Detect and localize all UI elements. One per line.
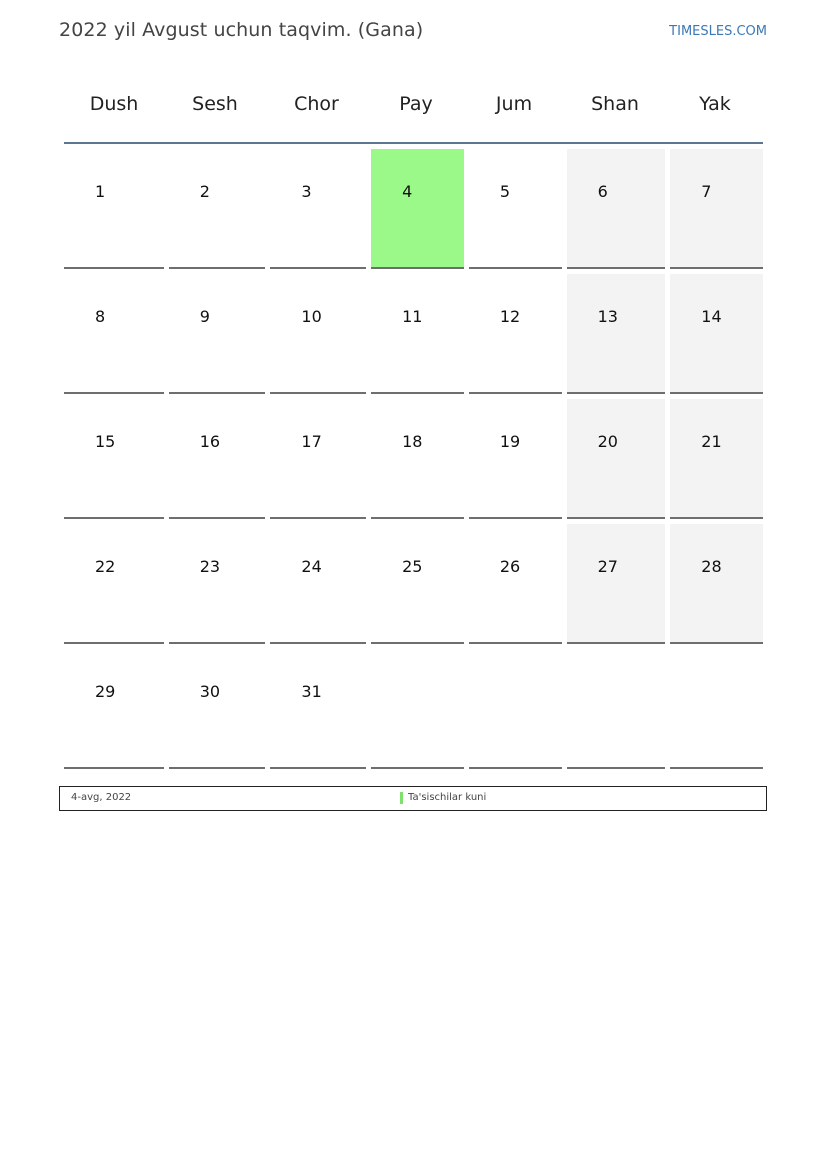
day-number: 13 [597,307,618,326]
day-cell[interactable] [567,399,666,519]
weekday-sat: Shan [591,93,639,115]
day-number: 6 [597,182,608,201]
day-cell[interactable] [64,649,164,769]
day-cell[interactable] [371,399,464,519]
empty-day-cell [567,649,666,769]
day-cell[interactable] [670,399,763,519]
weekday-wed: Chor [294,93,339,115]
day-number: 15 [95,432,116,451]
day-cell[interactable] [469,149,562,269]
weekday-fri: Jum [495,93,533,115]
weekday-sun: Yak [699,93,731,115]
calendar-grid [64,149,763,774]
weekday-thu: Pay [399,93,433,115]
empty-day-cell [371,649,464,769]
day-cell[interactable] [670,149,763,269]
holiday-name: Ta'sischilar kuni [408,792,487,803]
day-number: 27 [597,557,618,576]
day-number: 10 [301,307,322,326]
holiday-date: 4-avg, 2022 [71,792,132,803]
day-cell[interactable] [567,274,666,394]
holiday-day-cell[interactable] [371,149,464,269]
day-number: 25 [402,557,423,576]
day-cell[interactable] [169,399,266,519]
day-number: 4 [402,182,413,201]
day-number: 7 [701,182,712,201]
weekday-mon: Dush [89,93,139,115]
day-number: 9 [199,307,210,326]
day-number: 28 [701,557,722,576]
day-number: 19 [499,432,521,451]
day-cell[interactable] [670,524,763,644]
day-number: 5 [499,182,511,201]
day-number: 20 [597,432,618,451]
day-cell[interactable] [469,274,562,394]
day-number: 24 [301,557,322,576]
day-number: 8 [95,307,106,326]
day-number: 12 [499,307,521,326]
site-link[interactable]: TIMESLES.COM [669,24,767,39]
day-cell[interactable] [64,149,164,269]
day-cell[interactable] [670,274,763,394]
day-cell[interactable] [371,274,464,394]
day-cell[interactable] [169,149,266,269]
week-row [64,149,763,274]
holiday-legend [59,786,767,811]
empty-day-cell [670,649,763,769]
day-cell[interactable] [270,399,366,519]
day-number: 23 [199,557,221,576]
day-number: 18 [402,432,423,451]
day-number: 30 [199,682,221,701]
day-cell[interactable] [169,524,266,644]
day-number: 17 [301,432,322,451]
day-cell[interactable] [169,274,266,394]
day-cell[interactable] [64,524,164,644]
day-cell[interactable] [371,524,464,644]
day-number: 2 [199,182,210,201]
week-row [64,274,763,399]
weekday-tue: Sesh [192,93,238,115]
week-row [64,524,763,649]
day-cell[interactable] [64,399,164,519]
day-cell[interactable] [270,524,366,644]
day-number: 29 [95,682,116,701]
week-row [64,649,763,774]
week-row [64,399,763,524]
day-number: 14 [701,307,722,326]
day-number: 26 [499,557,521,576]
day-cell[interactable] [270,649,366,769]
day-cell[interactable] [270,149,366,269]
day-number: 16 [199,432,221,451]
day-cell[interactable] [567,524,666,644]
holiday-color-marker [400,792,403,804]
day-number: 31 [301,682,322,701]
empty-day-cell [469,649,562,769]
day-number: 11 [402,307,423,326]
day-cell[interactable] [469,524,562,644]
day-cell[interactable] [270,274,366,394]
day-number: 3 [301,182,312,201]
page-title: 2022 yil Avgust uchun taqvim. (Gana) [59,19,424,41]
day-number: 22 [95,557,116,576]
weekday-header [64,80,763,144]
day-number: 1 [95,182,106,201]
day-number: 21 [701,432,722,451]
day-cell[interactable] [169,649,266,769]
day-cell[interactable] [567,149,666,269]
day-cell[interactable] [469,399,562,519]
day-cell[interactable] [64,274,164,394]
